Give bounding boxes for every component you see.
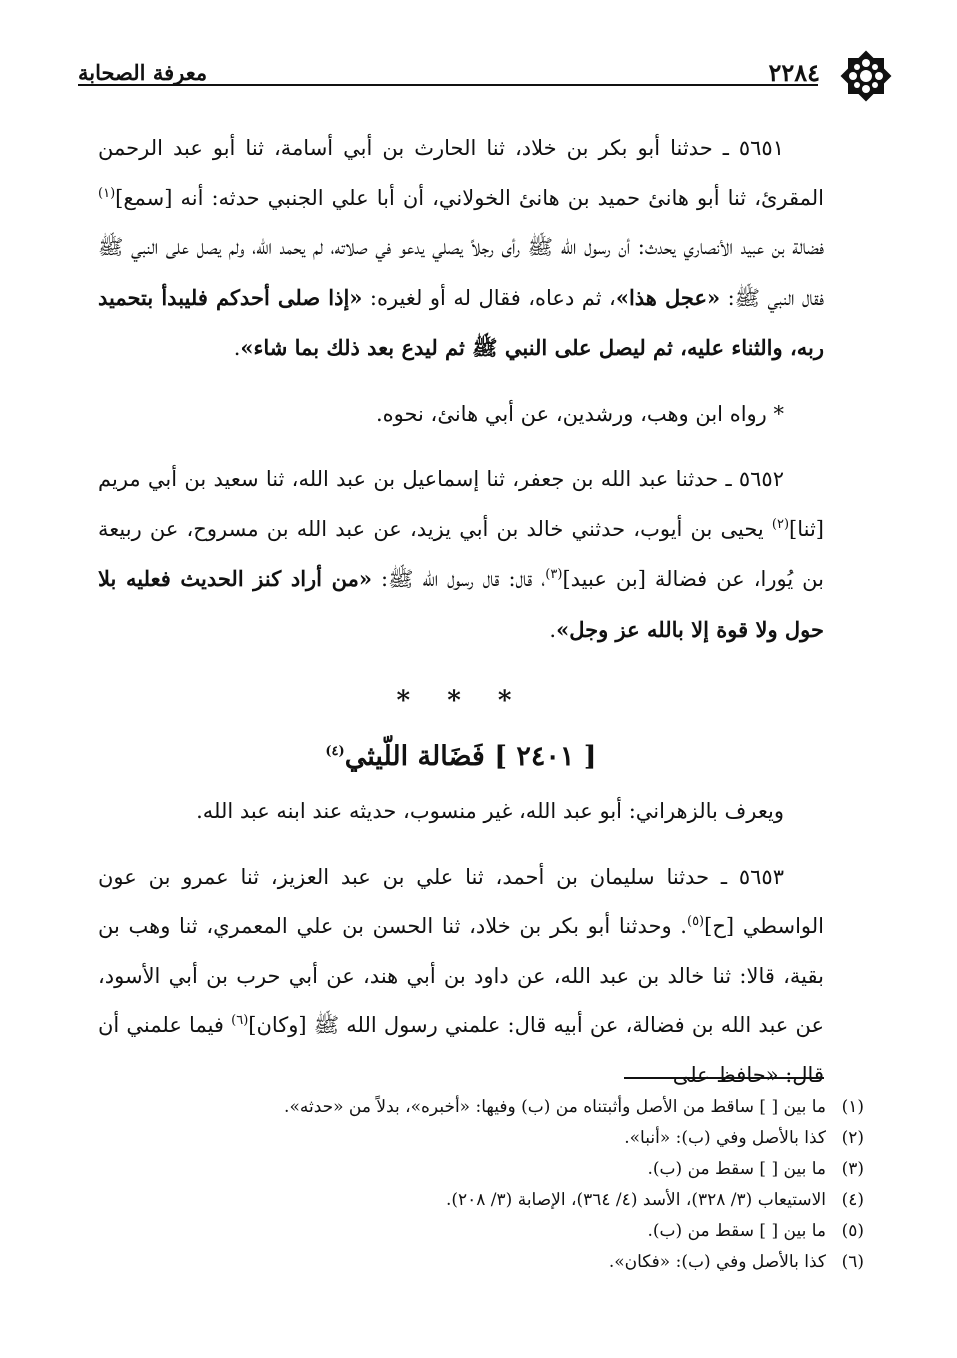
footnote-item [98, 1216, 864, 1247]
footnote-item [98, 1123, 864, 1154]
hadith-5652-quote: «من أراد كنز الحديث فعليه بلا حول ولا قوة إلا بالله عز وجل» [98, 566, 824, 642]
hadith-5653-isnad-2: . وحدثنا أبو بكر بن خلاد، ثنا الحسن بن علي المعمري، ثنا وهب بن بقية، قالا: ثنا خالد بن عبد الله، عن داود بن أبي هند، عن أبي حرب بن أبي الأسود، عن عبد الله بن فضالة، عن أبيه قال: علمني رسول الله ﷺ [وكان] [98, 914, 824, 1037]
header-divider [78, 84, 818, 86]
hadith-5652-isnad-2: يحيى بن أيوب، حدثني خالد بن أبي يزيد، عن عبد الله بن مسروح، عن ربيعة بن يُورا، عن فضالة [بن عبيد] [98, 516, 825, 591]
hadith-5651-end: . [233, 336, 241, 360]
footnote-item [98, 1185, 864, 1216]
footnote-text: كذا بالأصل وفي (ب): «فكان». [608, 1252, 826, 1272]
hadith-5651-narration: فضالة بن عبيد الأنصاري يحدث: أن رسول الله ﷺ رأى رجلاً يصلي يدعو في صلاته، لم يحمد الله، ولم يصل على النبي ﷺ فقال النبي ﷺ: [98, 235, 825, 310]
section-separator: * * * [396, 686, 526, 716]
page-header [78, 52, 868, 96]
footnote-ref-4: (٤) [325, 744, 345, 759]
footnote-text: الاستيعاب (٣/ ٣٢٨)، الأسد (٤/ ٣٦٤)، الإصابة (٣/ ٢٠٨). [445, 1190, 826, 1210]
book-title: معرفة الصحابة [78, 60, 208, 85]
main-text [98, 124, 824, 1100]
footnote-ref-3: (٣) [545, 567, 563, 582]
footnote-text: كذا بالأصل وفي (ب): «أنبا». [624, 1128, 826, 1148]
footnote-item [98, 1247, 864, 1278]
hadith-5652 [98, 455, 824, 655]
footnote-item [98, 1092, 864, 1123]
footnote-text: ما بين [ ] سقط من (ب). [647, 1159, 826, 1179]
hadith-5653-isnad: ٥٦٥٣ ـ حدثنا سليمان بن أحمد، ثنا علي بن عبد العزيز، ثنا عمرو بن عون الواسطي [ح] [98, 864, 824, 938]
footnote-text: ما بين [ ] ساقط من الأصل وأثبتناه من (ب) وفيها: «أخبره»، بدلاً من «حدثه». [284, 1097, 826, 1117]
hadith-5651-quote-1: «عجل هذا» [615, 284, 721, 310]
footnote-number: (٤) [841, 1190, 864, 1210]
hadith-5652-narration: ، قال: قال رسول الله ﷺ: [372, 567, 546, 591]
footnote-text: ما بين [ ] سقط من (ب). [647, 1221, 826, 1241]
hadith-5651-isnad: ٥٦٥١ ـ حدثنا أبو بكر بن خلاد، ثنا الحارث بن أبي أسامة، ثنا أبو عبد الرحمن المقرئ، ثنا أبو هانئ حميد بن هانئ الخولاني، أن أبا علي الجنبي حدثه: أنه [سمع] [98, 136, 824, 210]
footnote-ref-5: (٥) [686, 914, 705, 929]
footnote-number: (٢) [841, 1128, 864, 1148]
footnotes [98, 1092, 864, 1278]
hadith-5652-end: . [549, 617, 557, 642]
narration-note: * رواه ابن وهب، ورشدين، عن أبي هانئ، نحوه. [375, 401, 784, 426]
hadith-5653-narration: فيما علمني أن قال: «حافظ على [98, 1013, 824, 1087]
footnote-ref-6: (٦) [231, 1013, 249, 1028]
ornament-icon [834, 44, 898, 108]
hadith-5651-quote-2: «إذا صلى أحدكم فليبدأ بتحميد ربه، والثناء عليه، ثم ليصل على النبي ﷺ ثم ليدع بعد ذلك بما شاء» [98, 284, 824, 360]
footnote-number: (٦) [841, 1252, 864, 1272]
section-title [98, 727, 824, 787]
hadith-5651-narration-2: ، ثم دعاه، فقال له أو لغيره: [362, 285, 616, 310]
hadith-5652-isnad: ٥٦٥٢ ـ حدثنا عبد الله بن جعفر، ثنا إسماعيل بن عبد الله، ثنا سعيد بن أبي مريم [ثنا] [98, 467, 824, 541]
section-title-text: [ ٢٤٠١ ] فَضَالة اللّيثي [344, 741, 597, 772]
footnote-item [98, 1154, 864, 1185]
hadith-5651 [98, 124, 824, 374]
footnote-ref-2: (٢) [771, 516, 790, 532]
footnote-number: (١) [841, 1097, 864, 1117]
footnote-number: (٥) [841, 1221, 864, 1241]
hadith-5653 [98, 853, 824, 1101]
footnote-ref-1: (١) [98, 185, 116, 201]
page-number: ٢٢٨٤ [768, 58, 820, 87]
section-intro: ويعرف بالزهراني: أبو عبد الله، غير منسوب، حديثه عند ابنه عبد الله. [196, 799, 784, 823]
footnote-divider [624, 1077, 824, 1079]
footnote-number: (٣) [841, 1159, 864, 1179]
